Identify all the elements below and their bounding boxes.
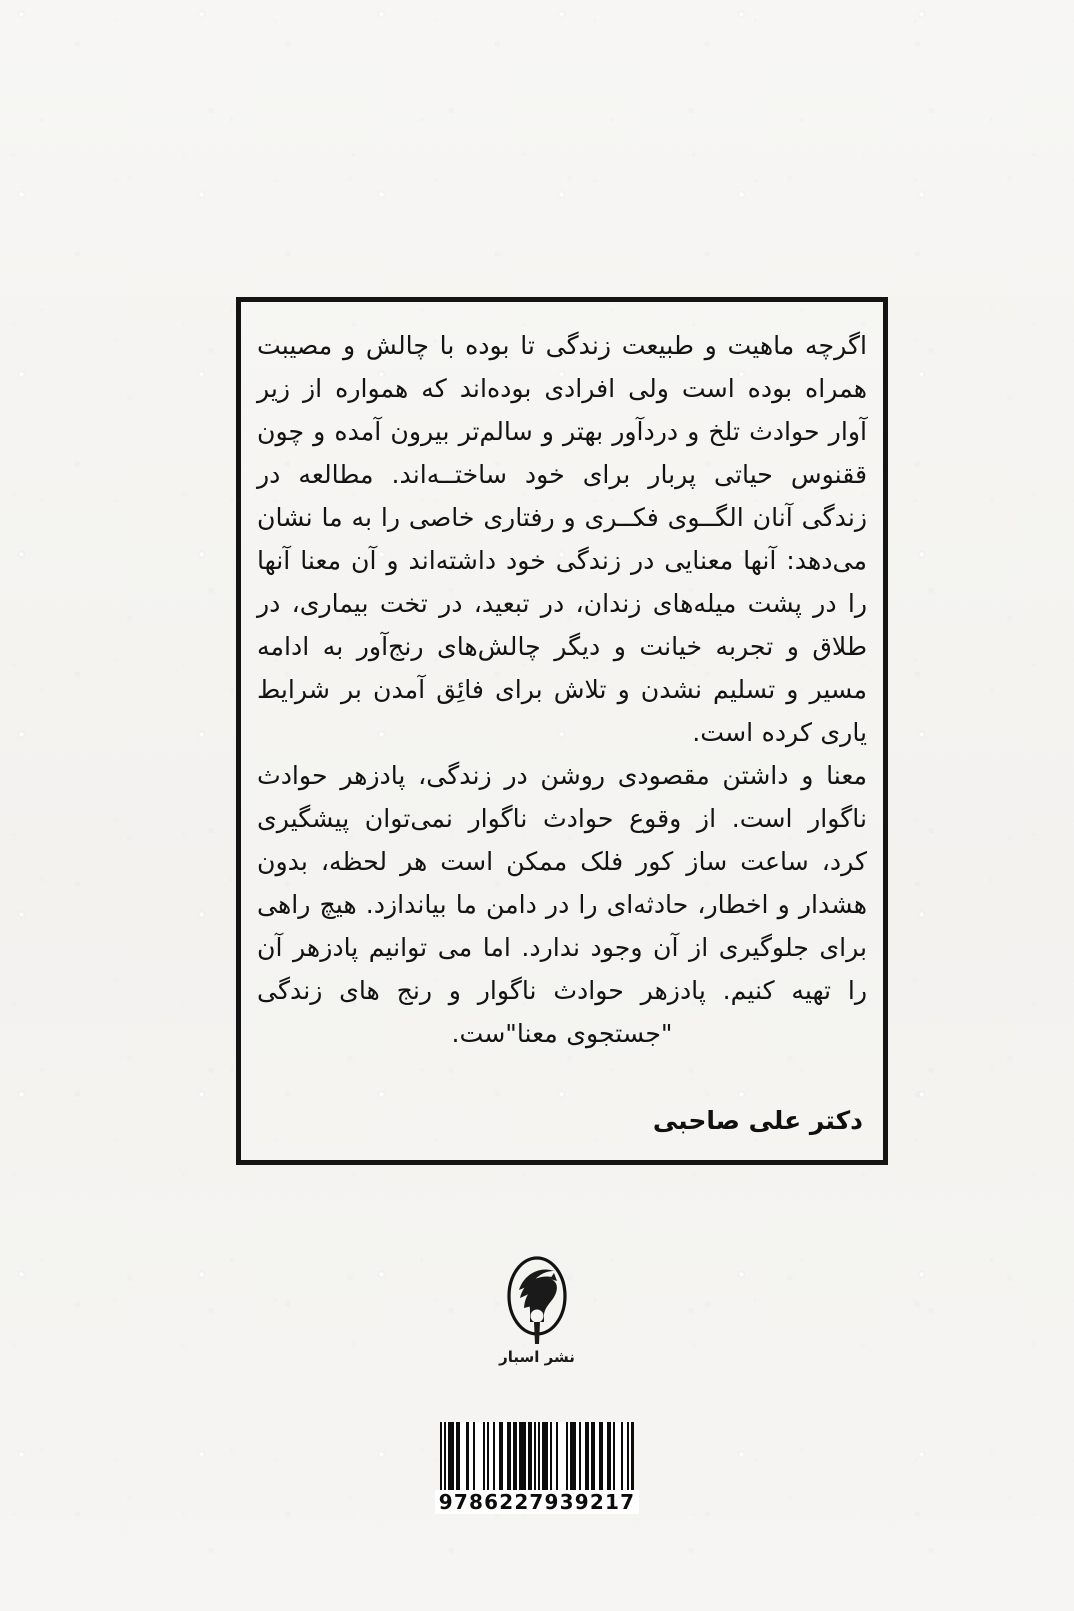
publisher-block xyxy=(0,1252,1074,1366)
blurb-frame-inner xyxy=(257,324,867,1150)
blurb-frame xyxy=(236,297,888,1165)
blurb-text xyxy=(257,324,867,1055)
barcode-isbn-number: 9786227939217 xyxy=(435,1490,640,1514)
barcode-block xyxy=(0,1422,1074,1514)
horse-oval-logo-icon xyxy=(504,1252,570,1344)
publisher-name: نشر اسبار xyxy=(499,1348,575,1366)
author-credit: دکتر علی صاحبی xyxy=(652,1106,863,1135)
blurb-paragraph-2: معنا و داشتن مقصودی روشن در زندگی، پادزهر حوادث ناگوار است. از وقوع حوادث ناگوار نمی‌توان پیشگیری کرد، ساعت ساز کور فلک ممکن است هر لحظه، بدون هشدار و اخطار، حادثه‌ای را در دامن ما بیاندازد. هیچ راهی برای جلوگیری از آن وجود ندارد. اما می توانیم پادزهر آن را تهیه کنیم. پادزهر حوادث ناگوار و رنج های زندگی "جستجوی معنا"ست. xyxy=(257,761,867,1048)
blurb-paragraph-1: اگرچه ماهیت و طبیعت زندگی تا بوده با چالش و مصیبت همراه بوده است ولی افرادی بوده‌اند که همواره از زیر آوار حوادث تلخ و دردآور بهتر و سالم‌تر بیرون آمده و چون ققنوس حیاتی پربار برای خود ساختــه‌اند. مطالعه در زندگی آنان الگــوی فکــری و رفتاری خاصی را به ما نشان می‌دهد: آنها معنایی در زندگی خود داشته‌اند و آن معنا آنها را در پشت میله‌های زندان، در تبعید، در تخت بیماری، در طلاق و تجربه خیانت و دیگر چالش‌های رنج‌آور به ادامه مسیر و تسلیم نشدن و تلاش برای فائِق آمدن بر شرایط یاری کرده است. xyxy=(257,331,867,747)
